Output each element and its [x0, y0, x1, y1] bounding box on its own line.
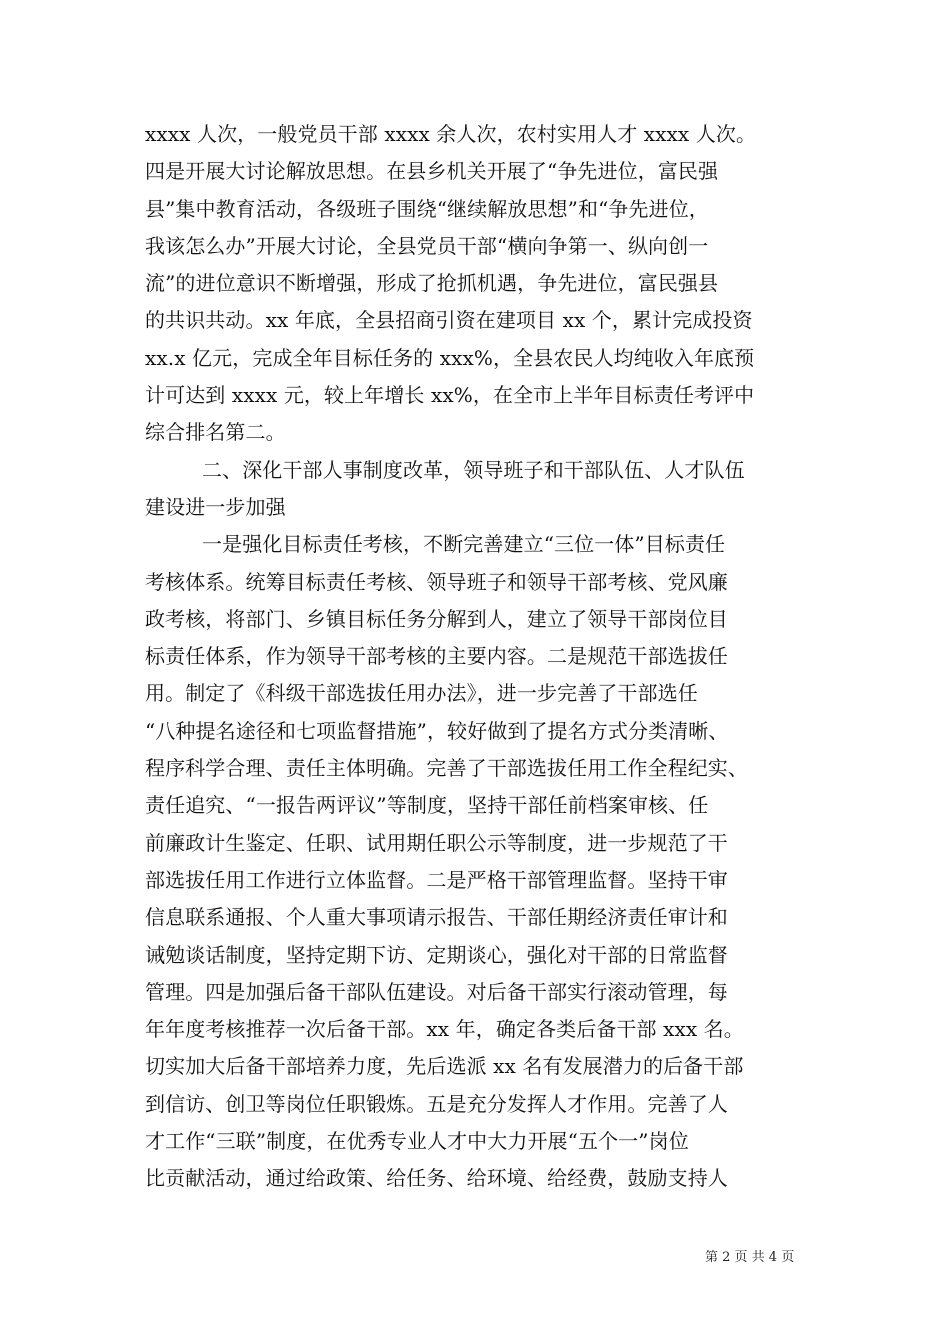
- text-line: 标责任体系，作为领导干部考核的主要内容。二是规范干部选拔任: [145, 644, 728, 669]
- text-line: 前廉政计生鉴定、任职、试用期任职公示等制度，进一步规范了干: [145, 830, 728, 855]
- text-line: 部选拔任用工作进行立体监督。二是严格干部管理监督。坚持干审: [145, 867, 728, 892]
- text-line: 年年度考核推荐一次后备干部。xx 年，确定各类后备干部 xxx 名。: [145, 1017, 744, 1042]
- page-number-footer: 第 2 页 共 4 页: [705, 1250, 795, 1265]
- text-line: 二、深化干部人事制度改革，领导班子和干部队伍、人才队伍: [202, 457, 745, 482]
- text-line: 用。制定了《科级干部选拔任用办法》，进一步完善了干部选任: [145, 681, 698, 706]
- text-line: 才工作“三联”制度，在优秀专业人才中大力开展“五个一”岗位: [145, 1129, 689, 1154]
- text-line: 诫勉谈话制度，坚持定期下访、定期谈心，强化对干部的日常监督: [145, 942, 728, 967]
- text-line: 建设进一步加强: [145, 494, 286, 519]
- text-line: 四是开展大讨论解放思想。在县乡机关开展了“争先进位，富民强: [145, 159, 719, 184]
- text-line: xx.x 亿元，完成全年目标任务的 xxx%，全县农民人均纯收入年底预: [145, 345, 755, 370]
- text-line: 的共识共动。xx 年底，全县招商引资在建项目 xx 个，累计完成投资: [145, 308, 753, 333]
- text-line: 计可达到 xxxx 元，较上年增长 xx%，在全市上半年目标责任考评中: [145, 383, 755, 408]
- text-line: 比贡献活动，通过给政策、给任务、给环境、给经费，鼓励支持人: [145, 1166, 728, 1191]
- text-line: 管理。四是加强后备干部队伍建设。对后备干部实行滚动管理，每: [145, 979, 728, 1004]
- text-line: 流”的进位意识不断增强，形成了抢抓机遇，争先进位，富民强县: [145, 271, 719, 296]
- document-body: [145, 116, 813, 1198]
- text-line: 县”集中教育活动，各级班子围绕“继续解放思想”和“争先进位，: [145, 196, 709, 221]
- text-line: 切实加大后备干部培养力度，先后选派 xx 名有发展潜力的后备干部: [145, 1054, 744, 1079]
- text-line: 一是强化目标责任考核，不断完善建立“三位一体”目标责任: [202, 532, 726, 557]
- text-line: 政考核，将部门、乡镇目标任务分解到人，建立了领导干部岗位目: [145, 606, 728, 631]
- text-line: 信息联系通报、个人重大事项请示报告、干部任期经济责任审计和: [145, 905, 728, 930]
- text-line: 责任追究、“一报告两评议”等制度，坚持干部任前档案审核、任: [145, 793, 709, 818]
- text-line: 到信访、创卫等岗位任职锻炼。五是充分发挥人才作用。完善了人: [145, 1091, 728, 1116]
- text-line: xxxx 人次，一般党员干部 xxxx 余人次，农村实用人才 xxxx 人次。: [145, 122, 757, 146]
- text-line: “八种提名途径和七项监督措施”，较好做到了提名方式分类清晰、: [145, 718, 729, 743]
- text-line: 程序科学合理、责任主体明确。完善了干部选拔任用工作全程纪实、: [145, 756, 748, 781]
- text-line: 考核体系。统筹目标责任考核、领导班子和领导干部考核、党风廉: [145, 569, 728, 594]
- text-line: 我该怎么办”开展大讨论，全县党员干部“横向争第一、纵向创一: [145, 233, 709, 258]
- text-line: 综合排名第二。: [145, 420, 286, 445]
